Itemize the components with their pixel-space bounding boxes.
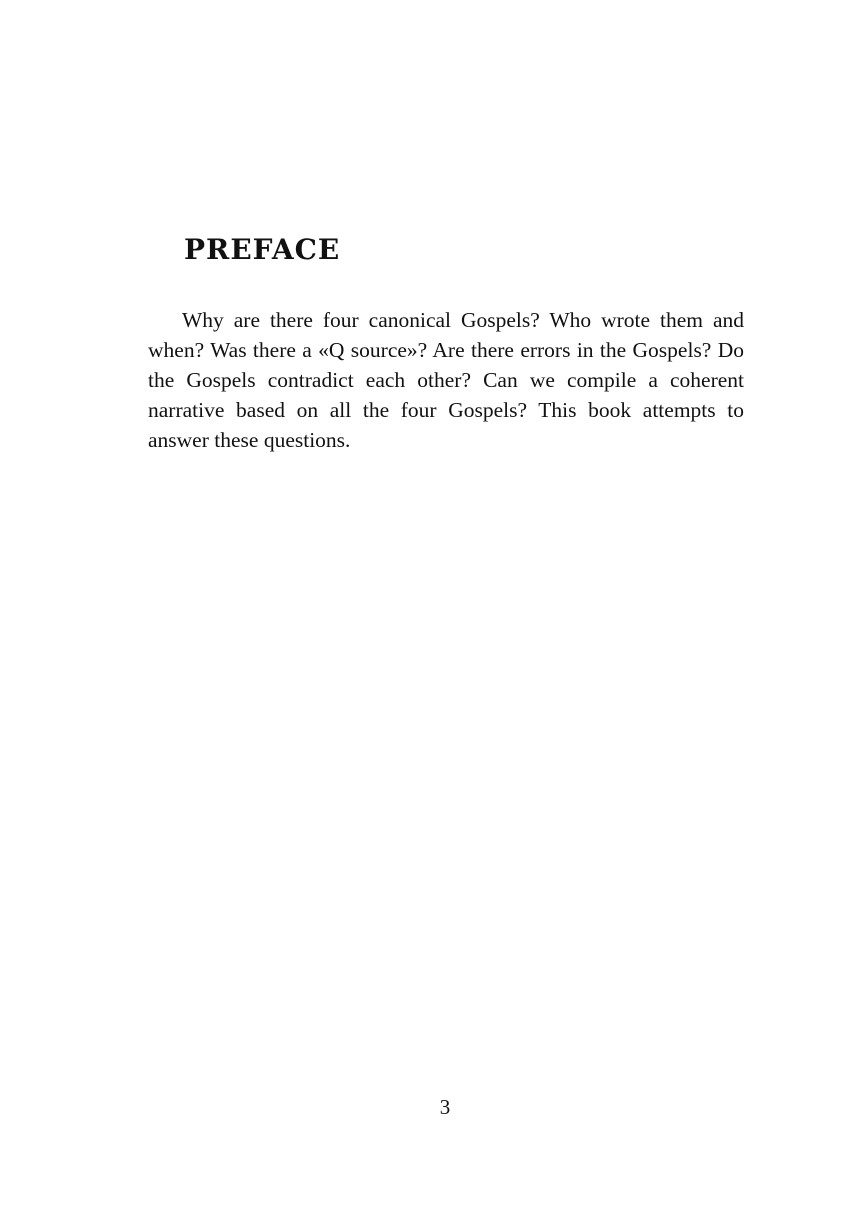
preface-paragraph: Why are there four canonical Gospels? Who wrote them and when? Was there a «Q source»? Are there errors in the Gospels? Do the Gospels contradict each other? Can we compile a coherent narrative based on all the four Gospels? This book attempts to answer these questions.	[148, 308, 744, 452]
page-number: 3	[439, 1095, 451, 1119]
chapter-heading: PREFACE	[184, 233, 341, 266]
